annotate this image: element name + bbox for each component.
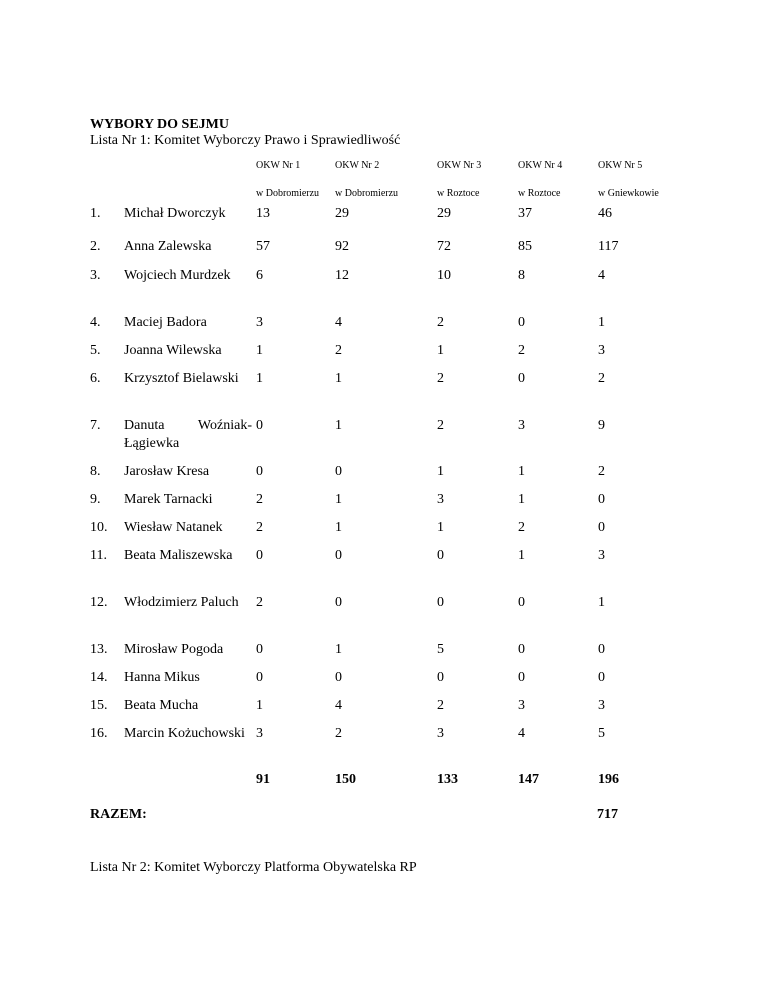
- vote-count: 29: [437, 206, 451, 221]
- row-number: 9.: [90, 492, 101, 507]
- vote-count: 0: [335, 670, 342, 685]
- column-header-okw: OKW Nr 2: [335, 160, 380, 171]
- vote-count: 2: [437, 418, 444, 433]
- vote-count: 4: [335, 315, 342, 330]
- row-number: 10.: [90, 520, 108, 535]
- candidate-name: Wojciech Murdzek: [124, 268, 231, 283]
- vote-count: 2: [437, 698, 444, 713]
- column-total: 91: [256, 772, 270, 787]
- vote-count: 2: [437, 371, 444, 386]
- vote-count: 0: [518, 670, 525, 685]
- vote-count: 0: [598, 642, 605, 657]
- vote-count: 2: [518, 343, 525, 358]
- vote-count: 0: [256, 670, 263, 685]
- vote-count: 2: [598, 371, 605, 386]
- document-title: WYBORY DO SEJMU: [90, 117, 229, 132]
- vote-count: 13: [256, 206, 270, 221]
- vote-count: 3: [256, 726, 263, 741]
- row-number: 6.: [90, 371, 101, 386]
- list-2-heading: Lista Nr 2: Komitet Wyborczy Platforma Obywatelska RP: [90, 860, 417, 875]
- vote-count: 1: [335, 520, 342, 535]
- vote-count: 3: [598, 698, 605, 713]
- vote-count: 0: [335, 464, 342, 479]
- candidate-name: Krzysztof Bielawski: [124, 371, 239, 386]
- candidate-name: Beata Maliszewska: [124, 548, 233, 563]
- vote-count: 2: [256, 492, 263, 507]
- column-header-place: w Gniewkowie: [598, 188, 659, 199]
- vote-count: 2: [335, 726, 342, 741]
- candidate-name: Wiesław Natanek: [124, 520, 223, 535]
- vote-count: 1: [256, 343, 263, 358]
- vote-count: 5: [437, 642, 444, 657]
- row-number: 14.: [90, 670, 108, 685]
- candidate-name: Danuta Woźniak-Łągiewka: [124, 418, 252, 451]
- vote-count: 1: [437, 520, 444, 535]
- vote-count: 0: [256, 418, 263, 433]
- vote-count: 1: [256, 371, 263, 386]
- vote-count: 0: [256, 642, 263, 657]
- column-header-place: w Roztoce: [437, 188, 480, 199]
- vote-count: 85: [518, 239, 532, 254]
- row-number: 15.: [90, 698, 108, 713]
- column-header-place: w Dobromierzu: [335, 188, 399, 199]
- vote-count: 1: [518, 548, 525, 563]
- vote-count: 3: [518, 698, 525, 713]
- candidate-name: Joanna Wilewska: [124, 343, 222, 358]
- row-number: 13.: [90, 642, 108, 657]
- candidate-name: Jarosław Kresa: [124, 464, 210, 479]
- column-header-okw: OKW Nr 3: [437, 160, 482, 171]
- vote-count: 0: [335, 548, 342, 563]
- column-header-place: w Roztoce: [518, 188, 561, 199]
- vote-count: 5: [598, 726, 605, 741]
- vote-count: 1: [335, 642, 342, 657]
- column-header-okw: OKW Nr 4: [518, 160, 563, 171]
- column-total: 150: [335, 772, 356, 787]
- vote-count: 0: [598, 670, 605, 685]
- candidate-name: Beata Mucha: [124, 698, 199, 713]
- vote-count: 3: [437, 726, 444, 741]
- candidate-name: Anna Zalewska: [124, 239, 212, 254]
- vote-count: 4: [518, 726, 525, 741]
- column-header-okw: OKW Nr 1: [256, 160, 301, 171]
- vote-count: 0: [518, 642, 525, 657]
- column-total: 196: [598, 772, 619, 787]
- row-number: 1.: [90, 206, 101, 221]
- row-number: 12.: [90, 595, 108, 610]
- vote-count: 1: [335, 492, 342, 507]
- vote-count: 0: [598, 492, 605, 507]
- candidate-name: Marcin Kożuchowski: [124, 726, 245, 741]
- vote-count: 72: [437, 239, 451, 254]
- razem-label: RAZEM:: [90, 807, 147, 822]
- vote-count: 0: [437, 670, 444, 685]
- candidate-name: Maciej Badora: [124, 315, 207, 330]
- list-1-heading: Lista Nr 1: Komitet Wyborczy Prawo i Sprawiedliwość: [90, 133, 401, 148]
- vote-count: 2: [518, 520, 525, 535]
- vote-count: 92: [335, 239, 349, 254]
- vote-count: 29: [335, 206, 349, 221]
- vote-count: 9: [598, 418, 605, 433]
- vote-count: 0: [256, 548, 263, 563]
- vote-count: 0: [598, 520, 605, 535]
- vote-count: 1: [518, 492, 525, 507]
- column-total: 147: [518, 772, 539, 787]
- row-number: 7.: [90, 418, 101, 433]
- vote-count: 117: [598, 239, 619, 254]
- vote-count: 0: [256, 464, 263, 479]
- vote-count: 1: [335, 371, 342, 386]
- vote-count: 3: [598, 548, 605, 563]
- vote-count: 46: [598, 206, 612, 221]
- vote-count: 0: [518, 595, 525, 610]
- vote-count: 2: [598, 464, 605, 479]
- vote-count: 0: [437, 548, 444, 563]
- vote-count: 4: [598, 268, 605, 283]
- candidate-name: Mirosław Pogoda: [124, 642, 224, 657]
- vote-count: 1: [437, 464, 444, 479]
- vote-count: 1: [518, 464, 525, 479]
- vote-count: 0: [335, 595, 342, 610]
- vote-count: 2: [256, 595, 263, 610]
- row-number: 4.: [90, 315, 101, 330]
- vote-count: 1: [256, 698, 263, 713]
- candidate-name: Michał Dworczyk: [124, 206, 226, 221]
- vote-count: 2: [256, 520, 263, 535]
- row-number: 8.: [90, 464, 101, 479]
- vote-count: 3: [256, 315, 263, 330]
- row-number: 2.: [90, 239, 101, 254]
- vote-count: 10: [437, 268, 451, 283]
- vote-count: 8: [518, 268, 525, 283]
- row-number: 3.: [90, 268, 101, 283]
- column-header-okw: OKW Nr 5: [598, 160, 643, 171]
- vote-count: 2: [335, 343, 342, 358]
- column-header-place: w Dobromierzu: [256, 188, 320, 199]
- vote-count: 1: [598, 595, 605, 610]
- vote-count: 6: [256, 268, 263, 283]
- vote-count: 0: [518, 371, 525, 386]
- vote-count: 3: [518, 418, 525, 433]
- vote-count: 1: [437, 343, 444, 358]
- vote-count: 3: [598, 343, 605, 358]
- vote-count: 3: [437, 492, 444, 507]
- vote-count: 1: [598, 315, 605, 330]
- row-number: 16.: [90, 726, 108, 741]
- candidate-name: Hanna Mikus: [124, 670, 200, 685]
- column-total: 133: [437, 772, 458, 787]
- candidate-name: Włodzimierz Paluch: [124, 595, 239, 610]
- razem-total: 717: [597, 807, 618, 822]
- vote-count: 0: [518, 315, 525, 330]
- vote-count: 1: [335, 418, 342, 433]
- vote-count: 12: [335, 268, 349, 283]
- row-number: 11.: [90, 548, 107, 563]
- vote-count: 37: [518, 206, 532, 221]
- vote-count: 4: [335, 698, 342, 713]
- vote-count: 2: [437, 315, 444, 330]
- vote-count: 57: [256, 239, 270, 254]
- candidate-name: Marek Tarnacki: [124, 492, 213, 507]
- row-number: 5.: [90, 343, 101, 358]
- vote-count: 0: [437, 595, 444, 610]
